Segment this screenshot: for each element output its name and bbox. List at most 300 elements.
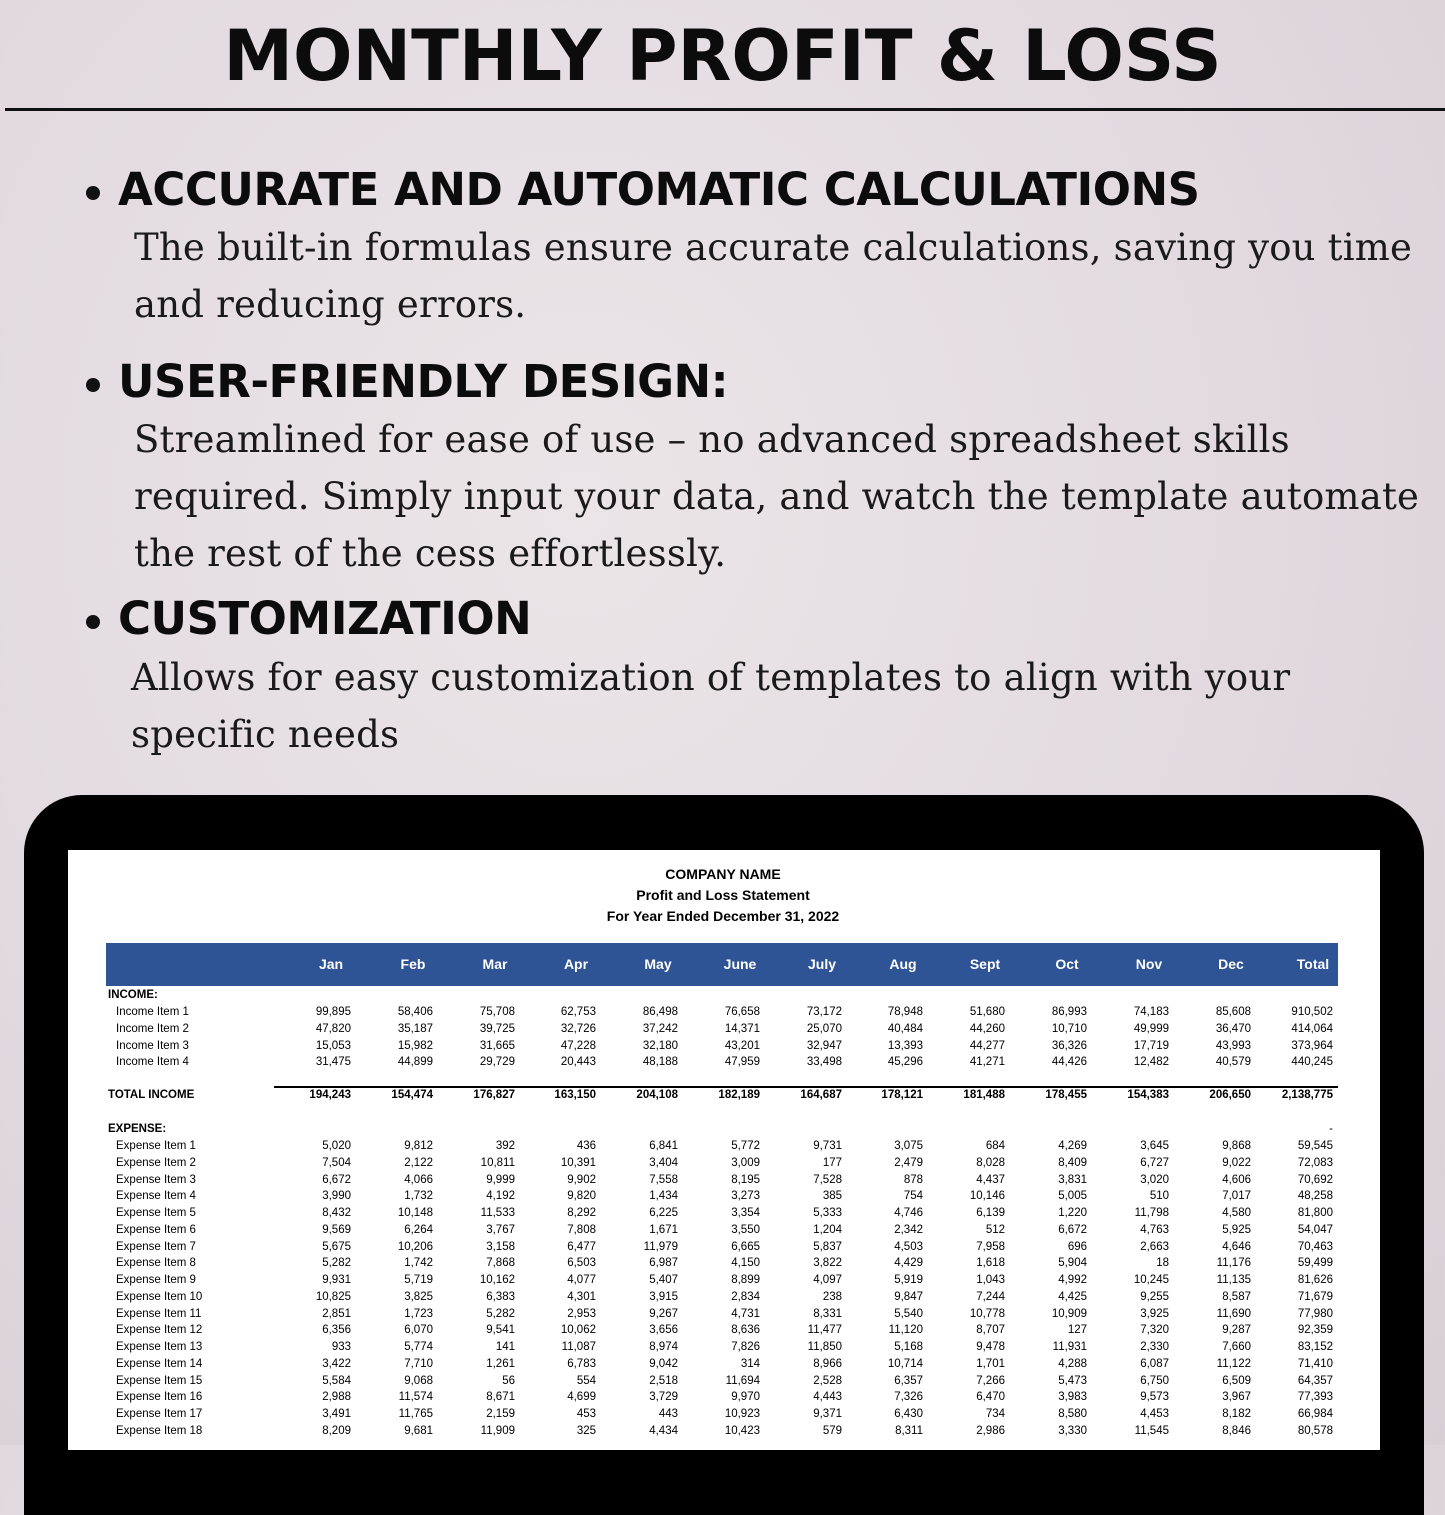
feature-heading: USER-FRIENDLY DESIGN: [118,355,729,408]
table-cell: 436 [576,1140,596,1152]
total-row [68,1087,1378,1104]
table-cell: 3,729 [649,1391,678,1404]
table-cell: 40,484 [887,1022,923,1035]
table-cell: 71,410 [1297,1357,1333,1370]
table-cell: 4,731 [731,1307,760,1320]
table-cell: 7,868 [486,1257,515,1270]
table-cell: 11,087 [561,1341,596,1353]
table-cell: 1,220 [1058,1207,1087,1219]
table-cell: 9,999 [486,1173,515,1186]
table-cell: 40,579 [1215,1056,1251,1069]
column-header: June [723,956,757,972]
table-cell: 163,150 [554,1089,596,1101]
feature-description [134,411,1419,582]
statement-title: Profit and Loss Statement [636,887,810,903]
table-cell: 6,841 [649,1140,678,1152]
table-cell: 33,498 [806,1056,842,1069]
table-cell: 314 [740,1357,760,1370]
table-cell: 3,550 [731,1223,760,1236]
column-header: Nov [1135,956,1163,972]
table-cell: 325 [576,1424,596,1437]
table-cell: 10,391 [560,1156,596,1169]
table-cell: 1,618 [976,1257,1005,1270]
table-row [68,1322,1378,1339]
table-cell: 3,330 [1058,1424,1087,1437]
table-cell: 81,800 [1297,1207,1333,1219]
row-label: Expense Item 16 [116,1391,203,1404]
table-cell: 154,474 [391,1089,433,1101]
table-cell: 10,062 [560,1324,596,1337]
table-cell: 3,915 [649,1290,678,1303]
table-cell: 3,990 [322,1190,351,1203]
table-cell: 2,330 [1140,1341,1169,1353]
table-cell: 9,681 [404,1424,433,1437]
table-cell: 6,503 [567,1257,596,1270]
table-cell: 5,675 [322,1240,351,1253]
table-cell: 3,158 [486,1240,515,1253]
table-cell: 36,326 [1051,1039,1087,1052]
table-cell: 25,070 [806,1022,842,1035]
table-row [68,1004,1378,1021]
table-cell: 7,244 [976,1290,1005,1303]
table-cell: 5,837 [813,1240,842,1253]
table-cell: 66,984 [1297,1408,1333,1420]
table-cell: 32,180 [642,1039,678,1052]
table-cell: 4,580 [1222,1207,1251,1219]
table-cell: 6,727 [1140,1156,1169,1169]
table-cell: 11,931 [1052,1341,1087,1353]
table-cell: 9,255 [1140,1290,1169,1303]
table-cell: 2,663 [1140,1240,1169,1253]
table-cell: 32,726 [560,1022,596,1035]
column-header: Total [1296,956,1330,972]
table-row [68,1054,1378,1071]
table-cell: 3,967 [1222,1391,1251,1404]
table-cell: 7,528 [813,1173,842,1186]
table-cell: 878 [903,1173,923,1186]
table-cell: 9,970 [731,1391,760,1404]
table-cell: 6,139 [976,1207,1005,1219]
table-cell: 3,422 [322,1357,351,1370]
table-cell: 11,694 [725,1374,760,1387]
table-cell: 10,423 [724,1424,760,1437]
table-cell: 4,443 [813,1391,842,1404]
table-cell: 70,692 [1297,1173,1333,1186]
table-cell: 72,083 [1297,1156,1333,1169]
bullet-icon [86,378,100,392]
table-cell: 2,138,775 [1281,1089,1333,1101]
row-label: Expense Item 3 [116,1173,196,1186]
table-cell: 5,925 [1222,1223,1251,1236]
table-cell: 8,966 [813,1357,842,1370]
table-cell: 8,209 [322,1424,351,1437]
table-cell: 5,282 [486,1307,515,1320]
feature-description [131,649,1290,763]
row-label: Expense Item 14 [116,1357,203,1370]
table-cell: 4,097 [813,1274,842,1286]
bullet-icon [86,615,100,629]
table-cell: 47,228 [560,1039,596,1052]
spreadsheet-preview [68,850,1380,1450]
row-label: Income Item 4 [116,1056,189,1069]
table-cell: 5,168 [894,1341,923,1353]
table-cell: 6,672 [1058,1223,1087,1236]
column-header: Jan [318,956,344,972]
table-cell: 8,580 [1058,1408,1087,1420]
table-cell: 1,671 [649,1223,678,1236]
table-row [68,1205,1378,1222]
row-label: Expense Item 10 [116,1290,203,1303]
table-cell: 56 [502,1374,515,1387]
table-cell: 2,986 [976,1424,1005,1437]
table-cell: 178,455 [1045,1089,1087,1101]
table-row [68,1155,1378,1172]
table-cell: 3,925 [1140,1307,1169,1320]
table-cell: 1,043 [976,1274,1005,1286]
column-header: Sept [969,956,1001,972]
table-cell: 8,671 [486,1391,515,1404]
table-cell: 6,070 [404,1324,433,1337]
table-cell: 48,258 [1297,1190,1333,1203]
table-cell: 8,311 [895,1424,923,1437]
table-cell: 49,999 [1133,1022,1169,1035]
table-cell: 10,245 [1133,1274,1169,1286]
table-cell: 177 [822,1156,842,1169]
table-cell: 9,371 [813,1408,842,1420]
table-cell: 10,825 [315,1290,351,1303]
row-label: Expense Item 4 [116,1190,196,1203]
table-cell: 2,479 [894,1156,923,1169]
table-cell: 3,273 [731,1190,760,1203]
table-cell: 8,195 [731,1173,760,1186]
table-row [68,1138,1378,1155]
column-header: Apr [563,956,589,972]
table-cell: 453 [576,1408,596,1420]
table-cell: 3,075 [894,1140,923,1152]
row-label: Income Item 3 [116,1039,189,1052]
feature-text-line: The built-in formulas ensure accurate calculations, saving you time [134,226,1413,269]
table-cell: 7,808 [567,1223,596,1236]
table-cell: 13,393 [887,1039,923,1052]
table-cell: 10,710 [1051,1022,1087,1035]
table-cell: 6,357 [894,1374,923,1387]
table-cell: 14,371 [724,1022,760,1035]
table-cell: 1,732 [404,1190,433,1203]
table-cell: 3,020 [1140,1173,1169,1186]
table-cell: 9,478 [976,1341,1005,1353]
table-row [68,1373,1378,1390]
table-cell: 8,707 [976,1324,1005,1337]
table-cell: 4,077 [567,1274,596,1286]
table-row [68,1021,1378,1038]
table-cell: 1,434 [649,1190,678,1203]
table-cell: 11,120 [888,1324,923,1337]
row-label: Expense Item 18 [116,1424,203,1437]
table-cell: 9,569 [322,1223,351,1236]
table-cell: 80,578 [1297,1424,1333,1437]
table-cell: 11,850 [807,1341,842,1353]
table-cell: 414,064 [1291,1022,1333,1035]
table-cell: 910,502 [1291,1006,1333,1018]
table-cell: 4,425 [1058,1290,1087,1303]
table-cell: 10,923 [724,1408,760,1420]
table-cell: 4,301 [567,1290,596,1303]
table-cell: 164,687 [800,1089,842,1101]
table-cell: 3,491 [322,1408,351,1420]
table-cell: 9,731 [813,1140,842,1152]
section-header [68,1121,1378,1138]
table-cell: 8,587 [1222,1290,1251,1303]
table-row [68,1239,1378,1256]
table-cell: 62,753 [560,1006,596,1018]
table-cell: 204,108 [636,1089,678,1101]
table-cell: 2,528 [813,1374,842,1387]
table-cell: 9,812 [404,1140,433,1152]
table-cell: 5,719 [404,1274,433,1286]
table-cell: 54,047 [1297,1223,1333,1236]
table-cell: 15,982 [397,1039,433,1052]
table-cell: 5,005 [1058,1190,1087,1203]
table-cell: 18 [1156,1257,1169,1270]
table-cell: 7,958 [976,1240,1005,1253]
table-row [68,1356,1378,1373]
table-cell: 17,719 [1133,1039,1169,1052]
table-cell: 8,409 [1058,1156,1087,1169]
row-label: Income Item 1 [116,1006,189,1018]
column-header: Feb [400,956,426,972]
table-cell: 10,146 [969,1190,1005,1203]
table-cell: 78,948 [887,1006,923,1018]
table-cell: 51,680 [969,1006,1005,1018]
table-cell: 11,477 [807,1324,842,1337]
table-cell: 10,148 [397,1207,433,1219]
table-cell: 4,453 [1140,1408,1169,1420]
table-cell: 71,679 [1297,1290,1333,1303]
table-cell: 44,260 [969,1022,1005,1035]
table-cell: 3,825 [404,1290,433,1303]
table-cell: 11,533 [480,1207,515,1219]
table-cell: 9,868 [1222,1140,1251,1152]
table-cell: 43,993 [1215,1039,1251,1052]
table-cell: 684 [985,1140,1005,1152]
table-cell: 7,017 [1222,1190,1251,1203]
table-cell: 4,746 [894,1207,923,1219]
table-row [68,1406,1378,1423]
column-header: July [807,956,836,972]
table-cell: 1,723 [404,1307,433,1320]
section-header [68,987,1378,1004]
table-cell: 2,953 [567,1307,596,1320]
table-cell: - [1329,1123,1333,1135]
table-cell: 6,264 [404,1223,433,1236]
table-cell: 85,608 [1215,1006,1251,1018]
table-cell: 4,192 [486,1190,515,1203]
table-cell: 6,987 [649,1257,678,1270]
table-cell: 7,660 [1222,1341,1251,1353]
table-row [68,1339,1378,1356]
row-label: INCOME: [108,989,158,1001]
table-cell: 5,282 [322,1257,351,1270]
table-cell: 76,658 [724,1006,760,1018]
table-cell: 11,765 [398,1408,433,1420]
table-cell: 8,182 [1222,1408,1251,1420]
table-cell: 440,245 [1291,1056,1333,1069]
table-cell: 44,277 [969,1039,1005,1052]
column-header: May [644,956,672,972]
table-cell: 1,204 [813,1223,842,1236]
table-cell: 59,499 [1297,1257,1333,1270]
table-cell: 43,201 [724,1039,760,1052]
table-cell: 12,482 [1133,1056,1169,1069]
column-header: Aug [889,956,917,972]
table-cell: 11,909 [480,1424,515,1437]
table-cell: 7,710 [404,1357,433,1370]
table-cell: 8,636 [731,1324,760,1337]
table-cell: 4,606 [1222,1173,1251,1186]
table-cell: 39,725 [479,1022,515,1035]
table-cell: 9,931 [322,1274,351,1286]
table-cell: 5,772 [731,1140,760,1152]
table-cell: 45,296 [887,1056,923,1069]
table-cell: 4,763 [1140,1223,1169,1236]
table-cell: 127 [1067,1324,1087,1337]
table-row [68,1272,1378,1289]
table-cell: 3,767 [486,1223,515,1236]
table-cell: 5,333 [813,1207,842,1219]
table-cell: 8,432 [322,1207,351,1219]
table-cell: 6,470 [976,1391,1005,1404]
table-cell: 11,122 [1216,1357,1251,1370]
row-label: Expense Item 15 [116,1374,203,1387]
table-cell: 6,477 [567,1240,596,1253]
table-cell: 6,356 [322,1324,351,1337]
page-title: MONTHLY PROFIT & LOSS [223,15,1222,97]
table-cell: 5,774 [404,1341,433,1353]
table-cell: 32,947 [806,1039,842,1052]
table-cell: 554 [576,1374,596,1387]
table-cell: 48,188 [642,1056,678,1069]
table-cell: 754 [903,1190,923,1203]
table-cell: 2,159 [486,1408,515,1420]
table-cell: 86,498 [642,1006,678,1018]
total-divider [274,1086,1338,1088]
row-label: Expense Item 2 [116,1156,196,1169]
table-cell: 4,434 [649,1424,678,1437]
table-row [68,1423,1378,1440]
table-row [68,1222,1378,1239]
table-cell: 178,121 [881,1089,923,1101]
feature-text-line: specific needs [131,713,400,756]
table-cell: 10,162 [479,1274,515,1286]
table-cell: 11,545 [1134,1424,1169,1437]
table-cell: 4,646 [1222,1240,1251,1253]
table-cell: 9,902 [567,1173,596,1186]
table-cell: 443 [658,1408,678,1420]
table-cell: 4,699 [567,1391,596,1404]
feature-text-line: required. Simply input your data, and watch the template automate [134,475,1420,518]
table-cell: 206,650 [1209,1089,1251,1101]
table-cell: 6,509 [1222,1374,1251,1387]
table-cell: 579 [822,1424,842,1437]
company-name: COMPANY NAME [665,866,781,882]
table-cell: 47,959 [724,1056,760,1069]
table-cell: 8,292 [567,1207,596,1219]
table-cell: 31,475 [315,1056,351,1069]
table-cell: 4,429 [894,1257,923,1270]
table-cell: 11,574 [398,1391,433,1404]
table-cell: 6,225 [649,1207,678,1219]
table-cell: 11,979 [643,1240,678,1253]
table-row [68,1306,1378,1323]
row-label: Expense Item 5 [116,1207,196,1219]
table-cell: 8,899 [731,1274,760,1286]
table-cell: 7,558 [649,1173,678,1186]
table-cell: 10,778 [969,1307,1005,1320]
table-cell: 81,626 [1297,1274,1333,1286]
table-cell: 6,672 [322,1173,351,1186]
table-cell: 9,042 [649,1357,678,1370]
table-cell: 64,357 [1297,1374,1333,1387]
table-cell: 5,904 [1058,1257,1087,1270]
table-cell: 70,463 [1297,1240,1333,1253]
table-cell: 4,288 [1058,1357,1087,1370]
table-cell: 11,135 [1216,1274,1251,1286]
row-label: EXPENSE: [108,1123,167,1135]
table-cell: 9,820 [567,1190,596,1203]
table-cell: 8,028 [976,1156,1005,1169]
row-label: Expense Item 17 [116,1408,203,1420]
table-cell: 7,826 [731,1341,760,1353]
table-cell: 4,992 [1058,1274,1087,1286]
table-cell: 3,983 [1058,1391,1087,1404]
table-row [68,1289,1378,1306]
table-cell: 5,540 [894,1307,923,1320]
table-cell: 194,243 [309,1089,351,1101]
table-row [68,1389,1378,1406]
table-cell: 9,847 [894,1290,923,1303]
table-cell: 7,326 [894,1391,923,1404]
table-cell: 4,503 [894,1240,923,1253]
table-cell: 3,354 [731,1207,760,1219]
table-cell: 92,359 [1297,1324,1333,1337]
table-cell: 44,899 [397,1056,433,1069]
feature-heading: CUSTOMIZATION [118,592,532,645]
table-cell: 10,714 [887,1357,923,1370]
table-cell: 2,988 [322,1391,351,1404]
column-header: Mar [482,956,508,972]
table-cell: 9,541 [486,1324,515,1337]
table-cell: 99,895 [315,1006,351,1018]
table-cell: 5,584 [322,1374,351,1387]
feature-text-line: and reducing errors. [134,283,527,326]
table-cell: 2,122 [404,1156,433,1169]
table-cell: 4,269 [1058,1140,1087,1152]
table-cell: 11,798 [1134,1207,1169,1219]
table-row [68,1255,1378,1272]
table-cell: 6,383 [486,1290,515,1303]
feature-description [134,219,1412,333]
table-cell: 6,087 [1140,1357,1169,1370]
table-cell: 154,383 [1127,1089,1169,1101]
table-cell: 9,068 [404,1374,433,1387]
table-cell: 11,176 [1216,1257,1251,1270]
table-cell: 36,470 [1215,1022,1251,1035]
table-cell: 9,022 [1222,1156,1251,1169]
table-cell: 37,242 [642,1022,678,1035]
table-cell: 2,834 [731,1290,760,1303]
column-header-bar [106,943,1338,986]
table-cell: 3,404 [649,1156,678,1169]
